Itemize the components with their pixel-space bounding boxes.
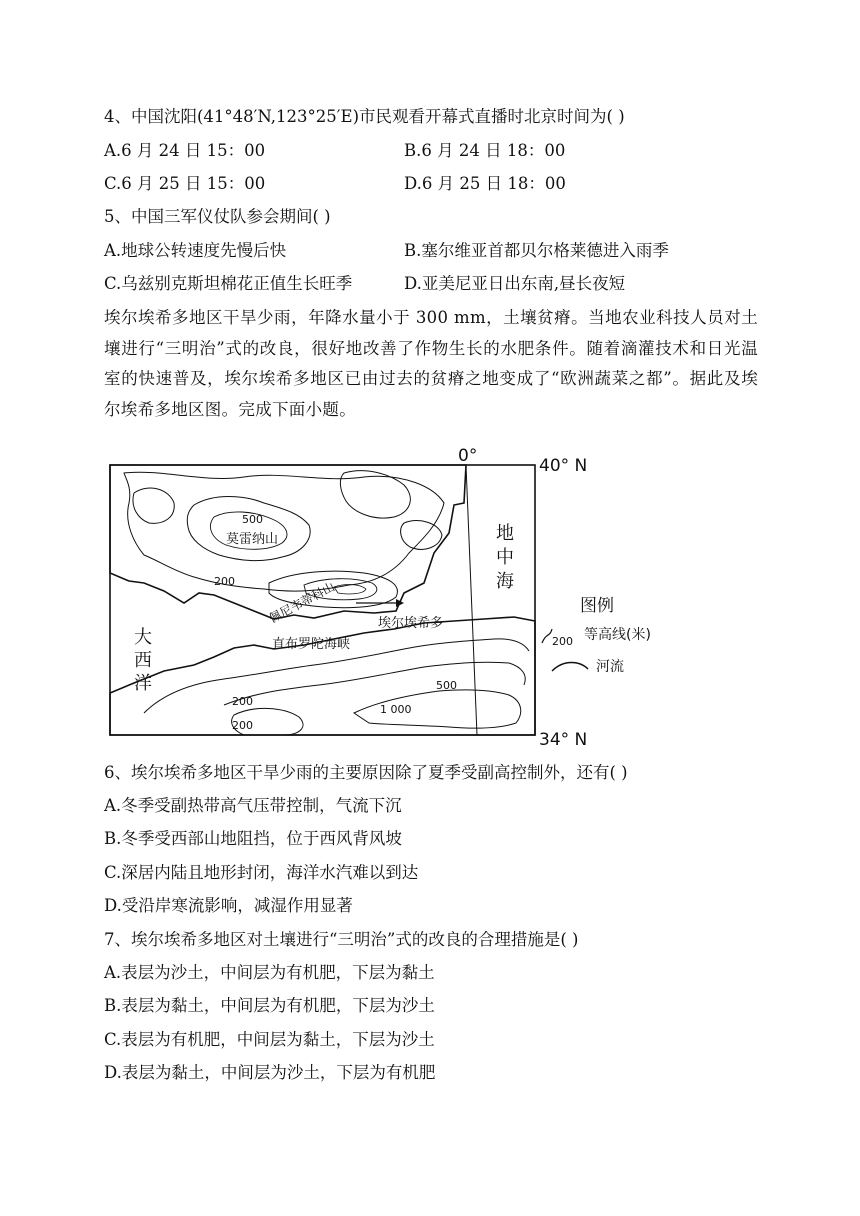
legend-river-label: 河流 (596, 659, 624, 675)
q7-option-d: D.表层为黏土，中间层为沙土，下层为有机肥 (104, 1063, 436, 1082)
sea-label-1: 地 (496, 523, 514, 544)
q7-stem: 7、埃尔埃希多地区对土壤进行“三明治”式的改良的合理措施是( ) (104, 930, 579, 949)
q4-stem: 4、中国沈阳(41°48′N,123°25′E)市民观看开幕式直播时北京时间为( ) (104, 107, 625, 126)
passage: 埃尔埃希多地区干旱少雨，年降水量小于 300 mm，土壤贫瘠。当地农业科技人员对土壤进行“三明治”式的改良，很好地改善了作物生长的水肥条件。随着滴灌技术和日光温室的快速普及，埃尔埃希多地区已由过去的贫瘠之地变成了“欧洲蔬菜之都”。据此及埃尔埃希多地区图。完成下面小题。 (104, 308, 758, 419)
ocean-label-2: 西 (134, 650, 152, 671)
contour-500-south (224, 662, 525, 705)
lat-top-label: 40° N (539, 456, 588, 476)
contour-northeast-2 (401, 521, 442, 550)
legend-contour-icon (542, 629, 552, 643)
q5-option-d: D.亚美尼亚日出东南,昼长夜短 (404, 274, 626, 293)
contour-label-500-north: 500 (242, 513, 263, 526)
lat-bottom-label: 34° N (539, 730, 588, 750)
contour-northeast-1 (340, 471, 410, 518)
q6-stem: 6、埃尔埃希多地区干旱少雨的主要原因除了夏季受副高控制外，还有( ) (104, 763, 628, 782)
mountain-label-penibetica: 佩尼韦蒂科山 (266, 579, 337, 626)
africa-coastline (110, 617, 535, 735)
ocean-label-3: 洋 (134, 673, 152, 694)
q4-option-b: B.6 月 24 日 18：00 (404, 141, 566, 160)
q5-option-a: A.地球公转速度先慢后快 (104, 241, 287, 260)
contour-label-500-south: 500 (436, 679, 457, 692)
mountain-label-morena: 莫雷纳山 (226, 532, 279, 547)
el-ejido-map (104, 443, 651, 750)
contour-label-200-north: 200 (214, 575, 235, 588)
q7-option-c: C.表层为有机肥，中间层为黏土，下层为沙土 (104, 1030, 435, 1049)
meridian-label: 0° (458, 446, 478, 466)
legend-title: 图例 (580, 596, 614, 616)
q4-option-a: A.6 月 24 日 15：00 (104, 141, 266, 160)
contour-penibetica-3 (334, 585, 366, 594)
q7-option-b: B.表层为黏土，中间层为有机肥，下层为沙土 (104, 996, 435, 1015)
q4-option-d: D.6 月 25 日 18：00 (404, 174, 566, 193)
q6-option-b: B.冬季受西部山地阻挡，位于西风背风坡 (104, 829, 402, 848)
legend-river-icon (552, 663, 588, 672)
meridian-line (466, 465, 477, 735)
q6-option-a: A.冬季受副热带高气压带控制，气流下沉 (104, 796, 402, 815)
q6-option-c: C.深居内陆且地形封闭，海洋水汽难以到达 (104, 863, 419, 882)
legend-contour-value: 200 (552, 635, 573, 648)
contour-label-200-south-2: 200 (232, 719, 253, 732)
q5-option-c: C.乌兹别克斯坦棉花正值生长旺季 (104, 274, 353, 293)
contour-500-morena (187, 497, 310, 561)
contour-200-north (124, 472, 444, 591)
spain-coastline (110, 465, 466, 619)
sea-label-2: 中 (496, 547, 514, 568)
ocean-label-1: 大 (134, 627, 152, 648)
q6-option-d: D.受沿岸寒流影响，减湿作用显著 (104, 896, 353, 915)
legend-contour-label: 等高线(米) (584, 627, 651, 643)
sea-label-3: 海 (496, 571, 514, 592)
contour-northwest-1 (133, 488, 174, 523)
contour-label-1000-south: 1 000 (380, 703, 412, 716)
q5-stem: 5、中国三军仪仗队参会期间( ) (104, 207, 331, 226)
city-label: 埃尔埃希多 (378, 616, 444, 631)
contour-1000-south (354, 690, 521, 728)
q5-option-b: B.塞尔维亚首都贝尔格莱德进入雨季 (404, 241, 669, 260)
contour-label-200-south-1: 200 (232, 695, 253, 708)
strait-label: 直布罗陀海峡 (272, 637, 351, 652)
q4-option-c: C.6 月 25 日 15：00 (104, 174, 266, 193)
q7-option-a: A.表层为沙土，中间层为有机肥，下层为黏土 (104, 963, 435, 982)
